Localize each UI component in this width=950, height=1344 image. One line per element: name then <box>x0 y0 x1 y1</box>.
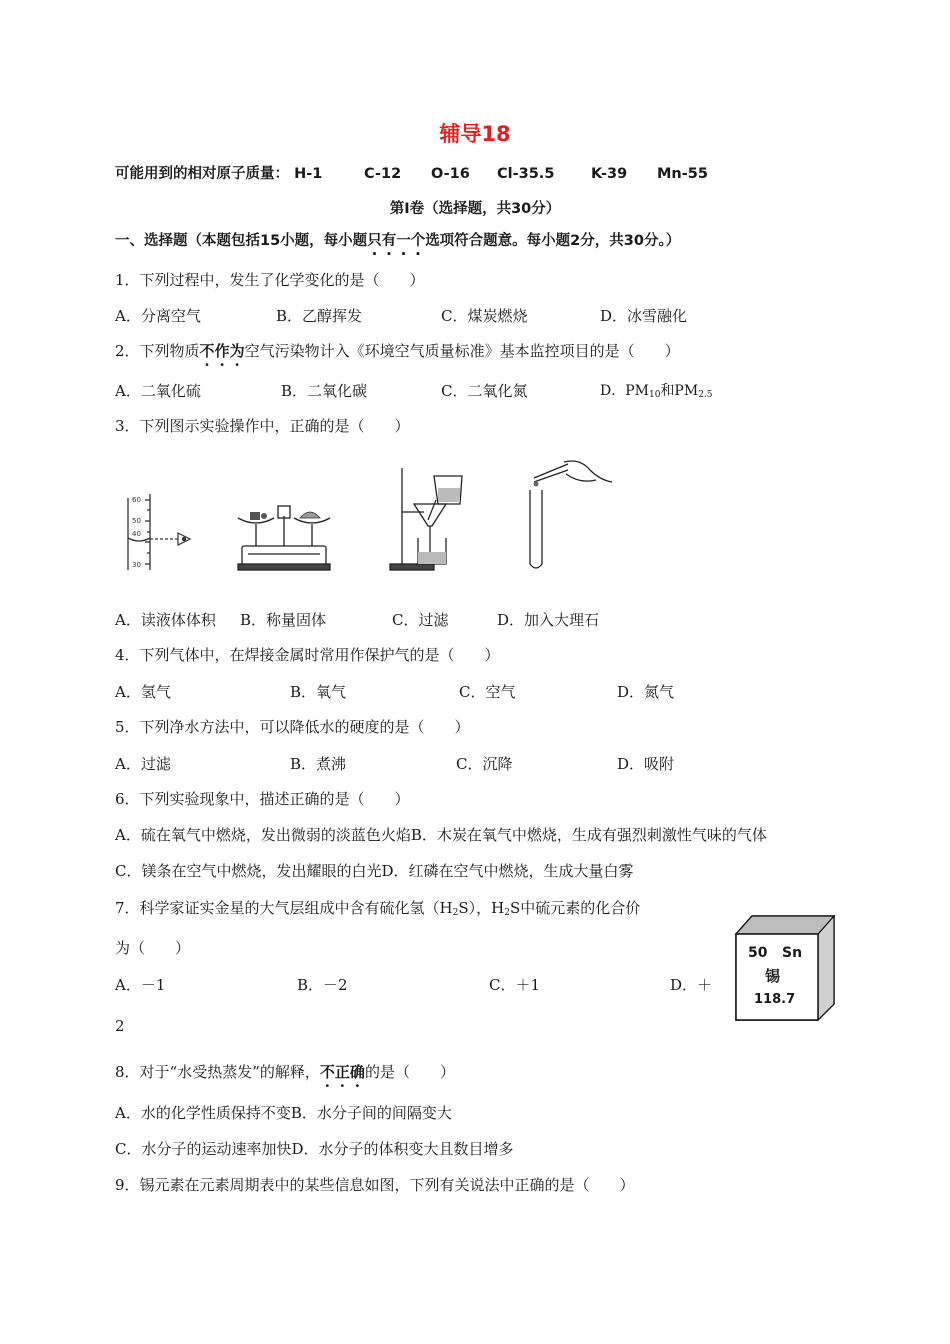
atomic-mass-c: C-12 <box>364 166 402 182</box>
q5-stem: 5．下列净水方法中，可以降低水的硬度的是（ ） <box>115 718 470 736</box>
q1-option-d: D．冰雪融化 <box>600 307 688 325</box>
q7-option-d: D．＋ <box>670 976 713 994</box>
q7-option-a: A．－1 <box>115 976 166 994</box>
q8-options-cd: C．水分子的运动速率加快D．水分子的体积变大且数目增多 <box>115 1140 514 1158</box>
q6-options-ab: A．硫在氧气中燃烧，发出微弱的淡蓝色火焰B．木炭在氧气中燃烧，生成有强烈刺激性气味的气体 <box>115 826 767 844</box>
q7-sub-1: 2 <box>452 908 459 918</box>
q4-option-a: A．氢气 <box>115 683 171 701</box>
q8-stem-post: 的是（ ） <box>364 1063 455 1081</box>
q9-stem: 9．锡元素在元素周期表中的某些信息如图，下列有关说法中正确的是（ ） <box>115 1176 635 1194</box>
q2-option-d <box>600 384 713 398</box>
q3-option-c: C．过滤 <box>392 611 449 629</box>
q7-option-d-wrap: 2 <box>115 1017 125 1035</box>
q5-option-b: B．煮沸 <box>290 755 347 773</box>
section-emphasis: 只有一个 <box>367 233 426 249</box>
cyl-tick-30: 30 <box>132 561 141 569</box>
q3-option-d: D．加入大理石 <box>497 611 600 629</box>
q4-stem: 4．下列气体中，在焊接金属时常用作保护气的是（ ） <box>115 646 500 664</box>
atomic-mass-o: O-16 <box>431 166 470 182</box>
q7-option-c: C．＋1 <box>489 976 541 994</box>
q2-stem-post: 空气污染物计入《环境空气质量标准》基本监控项目的是（ ） <box>244 342 680 360</box>
q3-stem: 3．下列图示实验操作中，正确的是（ ） <box>115 417 410 435</box>
section-suffix: 选项符合题意。每小题2分，共30分。） <box>425 233 681 249</box>
q7-sub-2: 2 <box>504 908 510 918</box>
q7-stem-post: S中硫元素的化合价 <box>509 899 641 917</box>
page-title: 辅导18 <box>439 122 511 146</box>
filtration-figure <box>388 464 478 574</box>
atomic-mass-h: H-1 <box>294 166 323 182</box>
element-symbol: Sn <box>782 945 803 961</box>
q4-option-b: B．氧气 <box>290 683 347 701</box>
q7-stem-mid: S），H <box>458 899 505 917</box>
test-tube-figure <box>520 460 620 574</box>
element-card-frame <box>730 912 840 1024</box>
q4-option-d: D．氮气 <box>617 683 675 701</box>
q1-option-c: C．煤炭燃烧 <box>441 307 528 325</box>
q4-option-c: C．空气 <box>459 683 516 701</box>
atomic-mass-mn: Mn-55 <box>657 166 708 182</box>
q7-option-b: B．－2 <box>297 976 348 994</box>
part-title: 第Ⅰ卷（选择题，共30分） <box>389 201 561 217</box>
q8-stem-pre: 8．对于“水受热蒸发”的解释， <box>115 1063 320 1081</box>
q2-d-sub2: 2.5 <box>698 390 713 400</box>
element-card <box>730 912 840 1024</box>
q6-stem: 6．下列实验现象中，描述正确的是（ ） <box>115 790 410 808</box>
q2-d-pre: D．PM <box>600 383 649 399</box>
q7-stem-continued: 为（ ） <box>115 939 191 957</box>
q2-stem-pre: 2．下列物质 <box>115 342 200 360</box>
q5-option-d: D．吸附 <box>617 755 675 773</box>
q3-option-a: A．读液体体积 <box>115 611 216 629</box>
q1-option-a: A．分离空气 <box>115 307 201 325</box>
q8-stem <box>115 1065 455 1080</box>
element-name: 锡 <box>765 967 781 985</box>
q1-stem: 1．下列过程中，发生了化学变化的是（ ） <box>115 271 425 289</box>
q5-option-a: A．过滤 <box>115 755 171 773</box>
cyl-tick-50: 50 <box>132 517 141 525</box>
q7-stem-pre: 7．科学家证实金星的大气层组成中含有硫化氢（H <box>115 899 453 917</box>
q2-option-c: C．二氧化氮 <box>441 382 528 400</box>
q8-emphasis: 不正确 <box>319 1063 365 1081</box>
q2-d-mid: 和PM <box>660 383 699 399</box>
q1-option-b: B．乙醇挥发 <box>276 307 363 325</box>
atomic-mass-k: K-39 <box>591 166 628 182</box>
q2-d-sub1: 10 <box>648 390 661 400</box>
q2-option-b: B．二氧化碳 <box>281 382 368 400</box>
balance-figure <box>234 494 334 574</box>
element-number: 50 <box>748 945 768 961</box>
graduated-cylinder-figure <box>118 490 200 574</box>
cyl-tick-40: 40 <box>132 530 141 538</box>
q7-stem <box>115 901 640 916</box>
atomic-mass-label: 可能用到的相对原子质量： <box>115 166 289 182</box>
atomic-mass-cl: Cl-35.5 <box>497 166 555 182</box>
section-prefix: 一、选择题（本题包括15小题，每小题 <box>115 233 368 249</box>
q6-options-cd: C．镁条在空气中燃烧，发出耀眼的白光D．红磷在空气中燃烧，生成大量白雾 <box>115 862 634 880</box>
q5-option-c: C．沉降 <box>456 755 513 773</box>
atomic-mass-line <box>115 167 322 182</box>
q8-options-ab: A．水的化学性质保持不变B．水分子间的间隔变大 <box>115 1104 452 1122</box>
q2-stem <box>115 344 680 359</box>
q2-emphasis: 不作为 <box>199 342 245 360</box>
cyl-tick-60: 60 <box>132 496 141 504</box>
section-heading <box>115 234 680 249</box>
q3-option-b: B．称量固体 <box>240 611 327 629</box>
element-mass: 118.7 <box>754 992 796 1007</box>
q2-option-a: A．二氧化硫 <box>115 382 201 400</box>
